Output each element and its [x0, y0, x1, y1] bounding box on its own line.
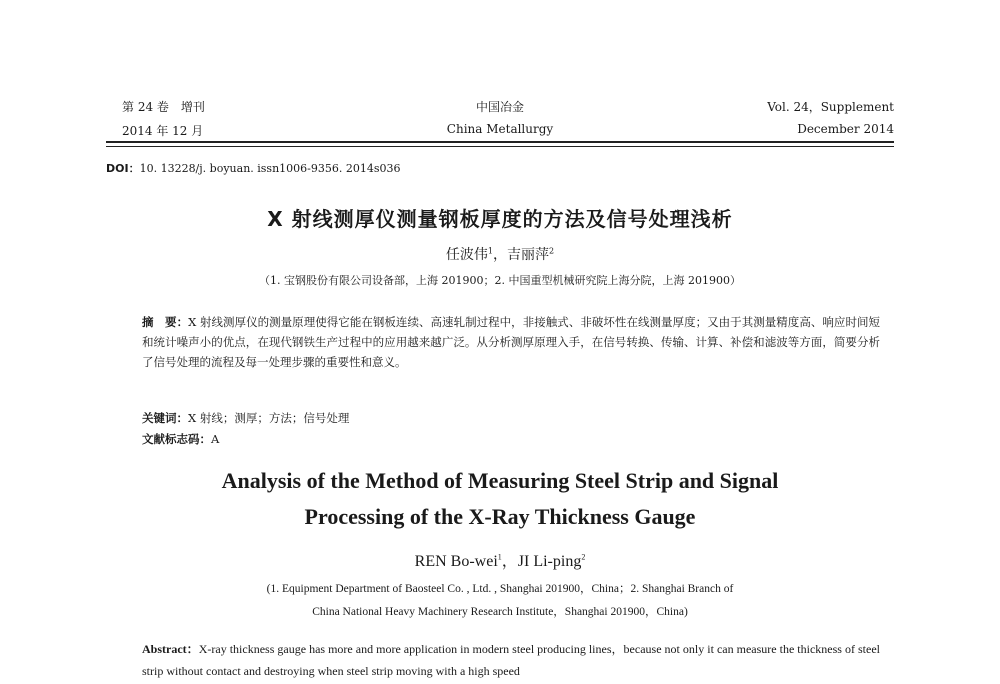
cn-abstract	[142, 312, 880, 372]
en-author-2-sup: 2	[581, 552, 586, 562]
cn-affiliation: （1. 宝钢股份有限公司设备部，上海 201900；2. 中国重型机械研究院上海分院，上海 201900）	[259, 274, 741, 287]
en-author-2: JI Li-ping	[517, 553, 582, 570]
en-author-1-sup: 1	[497, 552, 502, 562]
en-affiliation-line-2: China National Heavy Machinery Research Institute，Shanghai 201900，China)	[312, 606, 688, 618]
cn-author-sep: ，	[493, 247, 507, 263]
cn-keywords	[142, 408, 880, 428]
journal-name-en: China Metallurgy	[446, 122, 554, 136]
cn-title: X 射线测厚仪测量钢板厚度的方法及信号处理浅析	[267, 207, 733, 231]
en-abstract-text: X-ray thickness gauge has more and more application in modern steel producing lines，because not only it can measure the thickness of steel strip without contact and destroying when steel strip moving with a high speed	[142, 642, 881, 678]
journal-name-cn: 中国冶金	[475, 100, 524, 114]
doi-value: 10. 13228/j. boyuan. issn1006-9356. 2014s036	[139, 162, 401, 175]
cn-author-1: 任波伟	[445, 247, 488, 263]
cn-abstract-label: 摘 要：	[142, 315, 189, 329]
cn-keywords-text: X 射线；测厚；方法；信号处理	[188, 411, 350, 425]
en-authors	[0, 548, 1000, 571]
cn-doc-code-text: A	[211, 432, 220, 446]
cn-keywords-label: 关键词：	[142, 411, 188, 425]
en-title-line-2: Processing of the X-Ray Thickness Gauge	[304, 504, 696, 529]
en-title-line-1: Analysis of the Method of Measuring Steel Strip and Signal	[221, 468, 779, 493]
cn-doc-code	[142, 429, 880, 449]
cn-doc-code-label: 文献标志码：	[142, 432, 211, 446]
journal-date-en: December 2014	[797, 122, 894, 136]
cn-abstract-text: X 射线测厚仪的测量原理使得它能在钢板连续、高速轧制过程中，非接触式、非破坏性在线测量厚度；又由于其测量精度高、响应时间短和统计噪声小的优点，在现代钢铁生产过程中的应用越来越广泛。从分析测厚原理入手，在信号转换、传输、计算、补偿和滤波等方面，简要分析了信号处理的流程及每一处理步骤的重要性和意义。	[142, 315, 880, 369]
cn-author-1-sup: 1	[487, 246, 493, 256]
en-abstract	[142, 638, 880, 682]
doi-label: DOI：	[106, 162, 140, 175]
cn-authors	[0, 244, 1000, 264]
en-abstract-label: Abstract：	[142, 642, 199, 656]
cn-author-2: 吉丽萍	[507, 247, 549, 263]
doi-line	[106, 160, 401, 176]
en-affiliation-line-1: (1. Equipment Department of Baosteel Co. , Ltd. , Shanghai 201900，China；2. Shanghai Branch of	[266, 583, 734, 595]
header-rule-bottom	[106, 146, 894, 147]
journal-volume: 第 24 卷 增刊	[122, 100, 205, 114]
journal-volume-en: Vol. 24，Supplement	[767, 100, 894, 114]
journal-date: 2014 年 12 月	[122, 124, 204, 138]
header-rule-top	[106, 141, 894, 143]
cn-author-2-sup: 2	[549, 246, 555, 256]
en-author-sep: ，	[501, 553, 518, 570]
en-author-1: REN Bo-wei	[414, 553, 498, 570]
